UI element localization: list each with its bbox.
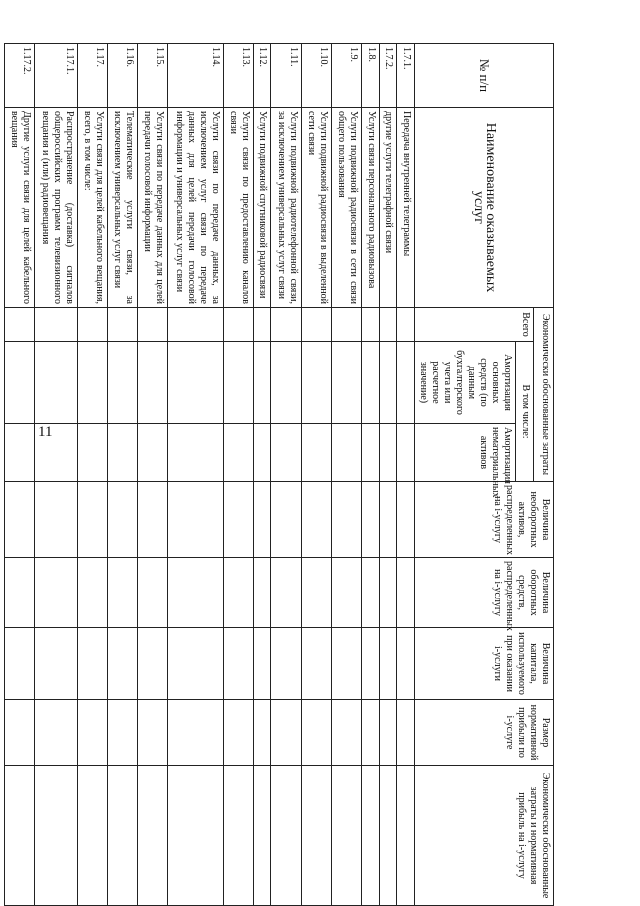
cell [271, 766, 301, 906]
econ-costs-group-header: Экономически обоснованные затраты [534, 308, 554, 482]
row-number: 1.9. [331, 44, 361, 108]
service-name: Услуги подвижной радиосвязи в выделенной сети связи [301, 108, 331, 308]
cell [361, 558, 379, 628]
cell [108, 766, 138, 906]
cell [361, 308, 379, 342]
cell [301, 700, 331, 766]
cell [168, 342, 223, 424]
cell [138, 628, 168, 700]
row-number: 1.8. [361, 44, 379, 108]
cell [253, 482, 271, 558]
page-number: 11 [38, 424, 53, 440]
cell [253, 628, 271, 700]
cell [77, 700, 107, 766]
cell [331, 342, 361, 424]
cell [361, 482, 379, 558]
table-row [301, 44, 331, 906]
cell [379, 766, 397, 906]
cell [108, 700, 138, 766]
cell [5, 628, 35, 700]
cell [301, 424, 331, 482]
cell [138, 700, 168, 766]
cell [331, 308, 361, 342]
cell [223, 558, 253, 628]
cost-table [4, 43, 554, 905]
cell [223, 308, 253, 342]
cell [379, 482, 397, 558]
cell [108, 424, 138, 482]
cell [331, 766, 361, 906]
cell [5, 308, 35, 342]
service-name: Распространение (доставка) сигналов общероссийских программ телевизионного вещания и (или) радиовещания [35, 108, 78, 308]
cell [253, 308, 271, 342]
cell [168, 628, 223, 700]
table-row [138, 44, 168, 906]
cell [253, 700, 271, 766]
cell [138, 558, 168, 628]
cell [331, 558, 361, 628]
cell [168, 424, 223, 482]
cell [108, 628, 138, 700]
cell [271, 424, 301, 482]
cell [223, 700, 253, 766]
cell [397, 424, 415, 482]
table-row [168, 44, 223, 906]
cell [301, 308, 331, 342]
cell [77, 424, 107, 482]
row-number: 1.12. [253, 44, 271, 108]
row-number: 1.13. [223, 44, 253, 108]
cell [138, 482, 168, 558]
amort-fixed-assets-header: Амортизация основных средств (по данным бухгалтерского учета или расчетное значение) [415, 342, 516, 424]
table-row [253, 44, 271, 906]
row-number: 1.17.1. [35, 44, 78, 108]
cell [361, 766, 379, 906]
cell [379, 424, 397, 482]
cell [108, 308, 138, 342]
row-number: 1.15. [138, 44, 168, 108]
cell [271, 308, 301, 342]
cell [301, 628, 331, 700]
service-name: другие услуги телеграфной связи [379, 108, 397, 308]
cell [35, 766, 78, 906]
table-row [331, 44, 361, 906]
row-number: 1.17.2. [5, 44, 35, 108]
table-row [361, 44, 379, 906]
table-row [77, 44, 107, 906]
amort-intangible-header: Амортизация нематериальных активов [415, 424, 516, 482]
cell [379, 700, 397, 766]
cell [397, 766, 415, 906]
cell [379, 558, 397, 628]
cell [331, 424, 361, 482]
cell [5, 558, 35, 628]
cell [168, 700, 223, 766]
cell [223, 766, 253, 906]
service-name-column-header: Наименование оказываемых услуг [415, 108, 554, 308]
cell [223, 482, 253, 558]
profit-size-header: Размер нормативной прибыли по i-услуге [415, 700, 554, 766]
cost-table-grid [4, 43, 554, 906]
service-name: Услуги подвижной спутниковой радиосвязи [253, 108, 271, 308]
service-name: Услуги связи по передаче данных для целей передачи голосовой информации [138, 108, 168, 308]
cell [331, 628, 361, 700]
table-row [108, 44, 138, 906]
cell [379, 342, 397, 424]
cell [138, 424, 168, 482]
service-name: Услуги связи по передаче данных, за исключением услуг связи по передаче данных для целей передачи голосовой информации и универсальных услуг связи [168, 108, 223, 308]
table-row [397, 44, 415, 906]
table-row [271, 44, 301, 906]
cell [35, 424, 78, 482]
table-row [379, 44, 397, 906]
cell [301, 342, 331, 424]
cell [5, 700, 35, 766]
table-row [35, 44, 78, 906]
cell [77, 628, 107, 700]
cell [168, 482, 223, 558]
cell [253, 424, 271, 482]
cell [35, 628, 78, 700]
cell [361, 424, 379, 482]
cell [361, 700, 379, 766]
cell [223, 342, 253, 424]
cell [223, 628, 253, 700]
row-number: 1.7.2. [379, 44, 397, 108]
cell [35, 700, 78, 766]
noncurrent-assets-header: Величина необоротных активов, распределенных на i-услугу [415, 482, 554, 558]
cell [397, 628, 415, 700]
cell [397, 342, 415, 424]
cell [253, 766, 271, 906]
table-row [223, 44, 253, 906]
row-number: 1.14. [168, 44, 223, 108]
cell [108, 482, 138, 558]
cell [271, 700, 301, 766]
cell [138, 308, 168, 342]
cell [271, 342, 301, 424]
cell [77, 558, 107, 628]
econ-justified-header: Экономически обоснованные затраты и нормативная прибыль на i-услугу [415, 766, 554, 906]
row-number: 1.17. [77, 44, 107, 108]
cell [35, 342, 78, 424]
service-name: Услуги подвижной радиотелефонной связи, за исключением универсальных услуг связи [271, 108, 301, 308]
cell [168, 308, 223, 342]
cell [35, 558, 78, 628]
cell [5, 424, 35, 482]
cell [168, 558, 223, 628]
cell [361, 342, 379, 424]
cell [397, 700, 415, 766]
service-name: Передача внутренней телеграммы [397, 108, 415, 308]
cell [5, 766, 35, 906]
service-name: Услуги связи по предоставлению каналов связи [223, 108, 253, 308]
cell [331, 482, 361, 558]
cell [271, 558, 301, 628]
cell [253, 342, 271, 424]
cell [108, 558, 138, 628]
table-row [5, 44, 35, 906]
total-header: Всего [415, 308, 534, 342]
cell [77, 766, 107, 906]
cell [138, 342, 168, 424]
cell [397, 558, 415, 628]
service-name: Услуги связи для целей кабельного вещания, всего, в том числе: [77, 108, 107, 308]
cell [301, 482, 331, 558]
cell [77, 482, 107, 558]
row-number: 1.16. [108, 44, 138, 108]
service-name: Другие услуги связи для целей кабельного вещания [5, 108, 35, 308]
cell [35, 308, 78, 342]
cell [223, 424, 253, 482]
cell [168, 766, 223, 906]
cell [361, 628, 379, 700]
capital-used-header: Величина капитала, используемого при оказании i-услуги [415, 628, 554, 700]
cell [35, 482, 78, 558]
row-number: 1.10. [301, 44, 331, 108]
service-name: Услуги связи персонального радиовызова [361, 108, 379, 308]
cell [5, 482, 35, 558]
cell [301, 558, 331, 628]
num-column-header: № п/п [415, 44, 554, 108]
cell [108, 342, 138, 424]
cell [271, 482, 301, 558]
cell [397, 308, 415, 342]
cell [5, 342, 35, 424]
current-assets-header: Величина оборотных средств, распределенных на i-услугу [415, 558, 554, 628]
cell [379, 628, 397, 700]
cell [77, 342, 107, 424]
cell [138, 766, 168, 906]
cell [77, 308, 107, 342]
cell [331, 700, 361, 766]
cell [271, 628, 301, 700]
including-header: В том числе: [516, 342, 534, 482]
cell [379, 308, 397, 342]
service-name: Услуги подвижной радиосвязи в сети связи общего пользования [331, 108, 361, 308]
row-number: 1.11. [271, 44, 301, 108]
cell [301, 766, 331, 906]
cell [397, 482, 415, 558]
cell [253, 558, 271, 628]
service-name: Телематические услуги связи, за исключением универсальных услуг связи [108, 108, 138, 308]
row-number: 1.7.1. [397, 44, 415, 108]
